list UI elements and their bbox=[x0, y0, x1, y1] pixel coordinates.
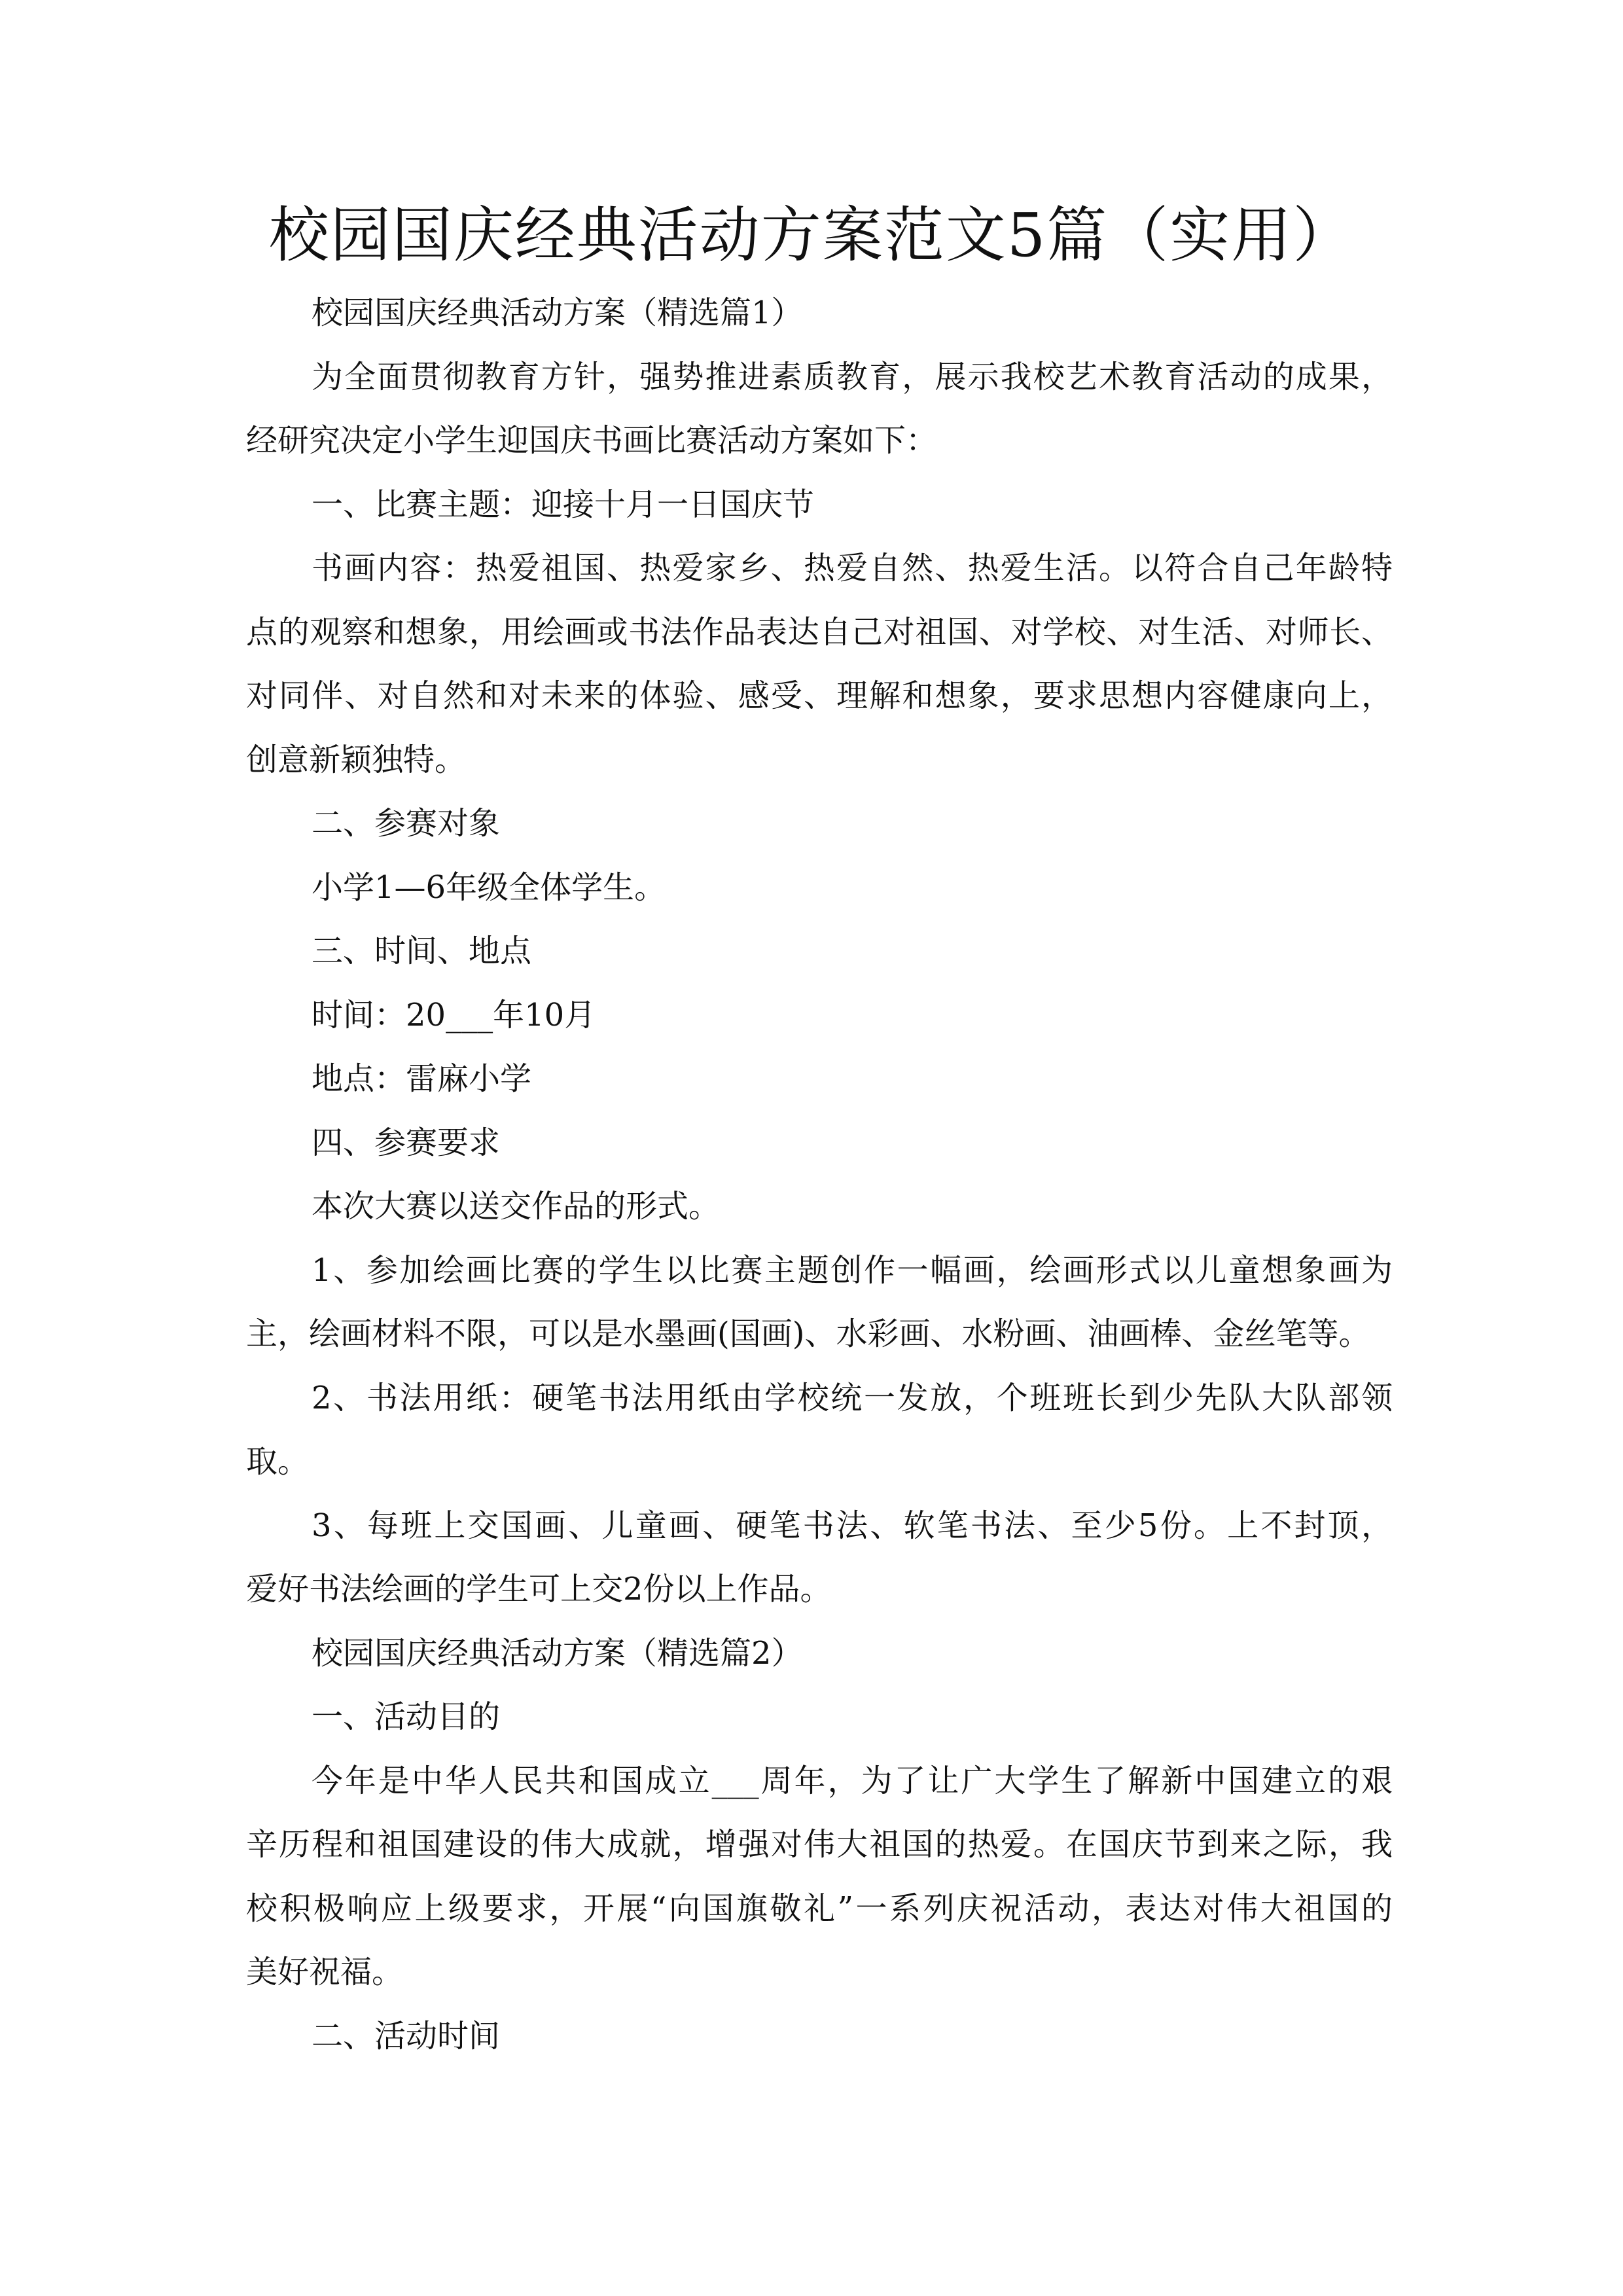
paragraph bbox=[246, 281, 1393, 346]
text-line: 经研究决定小学生迎国庆书画比赛活动方案如下： bbox=[246, 422, 938, 459]
paragraph bbox=[246, 2005, 1393, 2069]
paragraph bbox=[246, 1367, 1393, 1494]
text-line: 1、参加绘画比赛的学生以比赛主题创作一幅画，绘画形式以儿童想象画为 bbox=[312, 1251, 1393, 1289]
paragraph bbox=[246, 346, 1393, 473]
text-line: 二、参赛对象 bbox=[312, 805, 501, 842]
document-title: 校园国庆经典活动方案范文5篇（实用） bbox=[268, 200, 1355, 270]
text-line: 校园国庆经典活动方案（精选篇2） bbox=[312, 1634, 803, 1672]
paragraph bbox=[246, 1047, 1393, 1111]
paragraph bbox=[246, 920, 1393, 984]
text-line: 小学1—6年级全体学生。 bbox=[312, 869, 666, 906]
text-line: 校积极响应上级要求，开展“向国旗敬礼”一系列庆祝活动，表达对伟大祖国的 bbox=[246, 1890, 1393, 1927]
text-line: 创意新颖独特。 bbox=[246, 741, 467, 778]
text-line: 校园国庆经典活动方案（精选篇1） bbox=[312, 295, 803, 331]
text-line: 三、时间、地点 bbox=[312, 933, 532, 969]
paragraph bbox=[246, 1175, 1393, 1239]
text-line: 辛历程和祖国建设的伟大成就，增强对伟大祖国的热爱。在国庆节到来之际，我 bbox=[246, 1826, 1393, 1863]
text-line: 二、活动时间 bbox=[312, 2017, 501, 2054]
text-line: 对同伴、对自然和对未来的体验、感受、理解和想象，要求思想内容健康向上， bbox=[246, 677, 1393, 714]
text-line: 取。 bbox=[246, 1443, 310, 1480]
paragraph bbox=[246, 792, 1393, 856]
text-line: 爱好书法绘画的学生可上交2份以上作品。 bbox=[246, 1571, 832, 1607]
paragraph bbox=[246, 1685, 1393, 1749]
paragraph bbox=[246, 1749, 1393, 2005]
paragraph bbox=[246, 537, 1393, 792]
text-line: 一、比赛主题：迎接十月一日国庆节 bbox=[312, 486, 815, 523]
text-line: 一、活动目的 bbox=[312, 1698, 501, 1735]
text-line: 3、每班上交国画、儿童画、硬笔书法、软笔书法、至少5份。上不封顶， bbox=[312, 1507, 1393, 1544]
text-line: 今年是中华人民共和国成立___周年，为了让广大学生了解新中国建立的艰 bbox=[312, 1762, 1393, 1799]
paragraph bbox=[246, 856, 1393, 920]
document-body bbox=[246, 281, 1393, 2068]
text-line: 美好祝福。 bbox=[246, 1954, 404, 1990]
text-line: 2、书法用纸：硬笔书法用纸由学校统一发放，个班班长到少先队大队部领 bbox=[312, 1379, 1393, 1416]
text-line: 时间：20___年10月 bbox=[312, 996, 596, 1033]
paragraph bbox=[246, 1239, 1393, 1367]
text-line: 书画内容：热爱祖国、热爱家乡、热爱自然、热爱生活。以符合自己年龄特 bbox=[312, 550, 1393, 586]
text-line: 本次大赛以送交作品的形式。 bbox=[312, 1188, 721, 1225]
paragraph bbox=[246, 1494, 1393, 1622]
text-line: 地点：雷麻小学 bbox=[312, 1060, 532, 1097]
text-line: 四、参赛要求 bbox=[312, 1124, 501, 1161]
text-line: 为全面贯彻教育方针，强势推进素质教育，展示我校艺术教育活动的成果， bbox=[312, 358, 1393, 395]
paragraph bbox=[246, 984, 1393, 1048]
text-line: 点的观察和想象，用绘画或书法作品表达自己对祖国、对学校、对生活、对师长、 bbox=[246, 613, 1393, 651]
text-line: 主，绘画材料不限，可以是水墨画(国画)、水彩画、水粉画、油画棒、金丝笔等。 bbox=[246, 1316, 1370, 1352]
paragraph bbox=[246, 1111, 1393, 1175]
paragraph bbox=[246, 473, 1393, 537]
paragraph bbox=[246, 1622, 1393, 1686]
